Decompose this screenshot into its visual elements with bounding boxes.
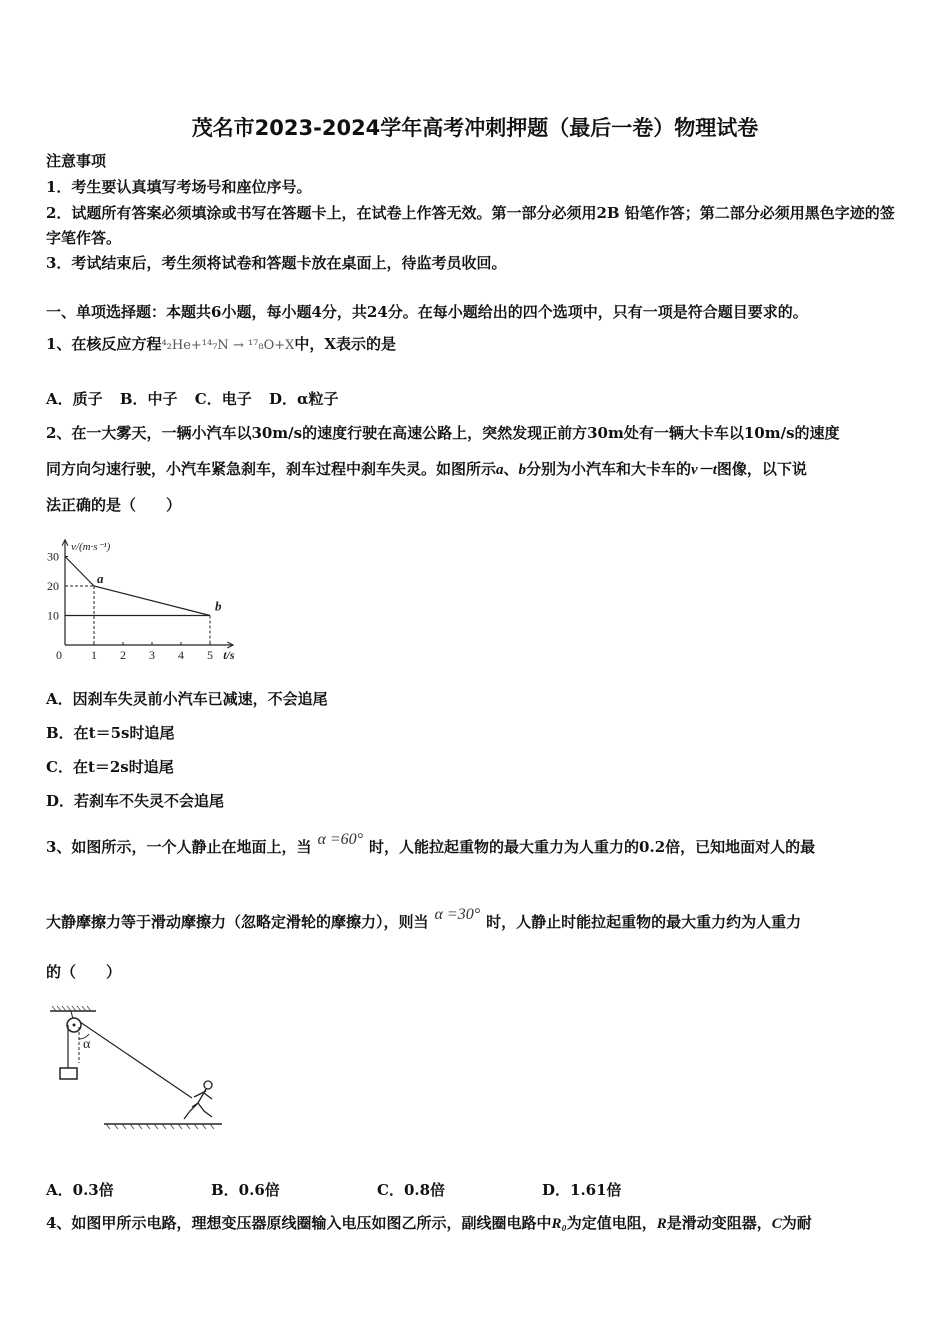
y-tick-label: 30	[47, 549, 59, 564]
q2-var-b: b	[518, 462, 527, 478]
x-tick-label: 3	[149, 648, 155, 662]
q2-stem-part-a: 同方向匀速行驶，小汽车紧急刹车，刹车过程中刹车失灵。如图所示	[46, 460, 497, 478]
notice-heading: 注意事项	[46, 152, 107, 170]
x-tick-label: 2	[120, 648, 126, 662]
q2-option-a[interactable]: A．因刹车失灵前小汽车已减速，不会追尾	[46, 690, 328, 708]
q4-stem-a: 4、如图甲所示电路，理想变压器原线圈输入电压如图乙所示，副线圈电路中	[46, 1214, 552, 1232]
q3-option-d[interactable]: D．1.61倍	[542, 1181, 622, 1199]
q1-option-d[interactable]: D．α粒子	[268, 390, 339, 408]
q3-option-b[interactable]: B．0.6倍	[211, 1181, 280, 1199]
alpha-label: α	[83, 1037, 91, 1052]
x-axis-label: t/s	[223, 648, 235, 662]
q2-var-vt: v－t	[691, 462, 717, 478]
y-axis-label: v/(m·s⁻¹)	[71, 540, 111, 553]
q4-stem-line-1	[46, 1212, 812, 1235]
q4-c: C	[771, 1216, 782, 1232]
q2-stem-part-b: 分别为小汽车和大卡车的	[526, 460, 692, 478]
weight-block	[60, 1068, 77, 1079]
question-1-stem	[46, 333, 396, 357]
q4-r0: R₀	[551, 1216, 567, 1232]
q1-option-c[interactable]: C．电子	[194, 390, 252, 408]
q2-stem-line-1: 2、在一大雾天，一辆小汽车以30m/s的速度行驶在高速公路上，突然发现正前方30m处有一辆大卡车以10m/s的速度	[46, 424, 840, 442]
q4-stem-c: 是滑动变阻器，	[666, 1214, 772, 1232]
pull-rope	[80, 1022, 192, 1098]
q2-separator: 、	[503, 460, 519, 478]
q3-stem-line-3: 的（ ）	[46, 963, 122, 981]
q2-stem-part-c: 图像，以下说	[716, 460, 807, 478]
q3-option-a[interactable]: A．0.3倍	[46, 1181, 114, 1199]
x-tick-label: 1	[91, 648, 97, 662]
q1-option-b[interactable]: B．中子	[119, 390, 178, 408]
q1-option-a[interactable]: A．质子	[46, 390, 103, 408]
alpha-60: α =60°	[317, 831, 364, 848]
x-tick-label: 5	[207, 648, 213, 662]
notice-item-1: 1．考生要认真填写考场号和座位序号。	[46, 178, 312, 196]
y-tick-label: 10	[47, 608, 59, 623]
alpha-30: α =30°	[434, 906, 481, 923]
q3-stem-line-1	[46, 831, 816, 859]
q2-option-c[interactable]: C．在t＝2s时追尾	[46, 758, 174, 776]
x-tick-label: 4	[178, 648, 184, 662]
q2-stem-line-2	[46, 458, 807, 481]
q4-stem-b: 为定值电阻，	[566, 1214, 657, 1232]
ceiling-support	[50, 1006, 96, 1019]
series-b-label: b	[215, 598, 222, 614]
pulley-figure	[44, 1003, 229, 1133]
q3-option-c[interactable]: C．0.8倍	[377, 1181, 446, 1199]
q1-stem-end: 中，X表示的是	[294, 335, 397, 353]
q2-option-d[interactable]: D．若刹车不失灵不会追尾	[46, 792, 225, 810]
notice-item-3: 3．考试结束后，考生须将试卷和答题卡放在桌面上，待监考员收回。	[46, 254, 507, 272]
nuclear-equation: ⁴₂He+¹⁴₇N → ¹⁷₈O+X	[161, 338, 295, 353]
q3-stem-line-2	[46, 906, 802, 934]
question-1-options	[46, 388, 339, 410]
q3-stem-a: 3、如图所示，一个人静止在地面上，当	[46, 838, 312, 856]
q1-stem-start: 1、在核反应方程	[46, 335, 162, 353]
series-a-label: a	[97, 571, 104, 586]
person-figure	[184, 1081, 212, 1119]
vt-chart	[40, 525, 255, 670]
q3-stem-d: 时，人静止时能拉起重物的最大重力约为人重力	[486, 913, 802, 931]
ground	[104, 1124, 222, 1129]
notice-item-2: 2．试题所有答案必须填涂或书写在答题卡上，在试卷上作答无效。第一部分必须用2B 铅笔作答；第二部分必须用黑色字迹的签字笔作答。	[46, 204, 895, 247]
q3-stem-c: 大静摩擦力等于滑动摩擦力（忽略定滑轮的摩擦力），则当	[46, 913, 429, 931]
x-tick-label: 0	[56, 648, 62, 662]
section-heading: 一、单项选择题：本题共6小题，每小题4分，共24分。在每小题给出的四个选项中，只有一项是符合题目要求的。	[46, 303, 808, 321]
q4-r: R	[656, 1216, 667, 1232]
q4-stem-d: 为耐	[781, 1214, 812, 1232]
q2-var-a: a	[496, 462, 504, 478]
q2-option-b[interactable]: B．在t＝5s时追尾	[46, 724, 175, 742]
q3-stem-b: 时，人能拉起重物的最大重力为人重力的0.2倍，已知地面对人的最	[369, 838, 816, 856]
page-title: 茂名市2023-2024学年高考冲刺押题（最后一卷）物理试卷	[191, 116, 759, 140]
q2-stem-line-3: 法正确的是（ ）	[46, 496, 182, 514]
y-tick-label: 20	[47, 579, 59, 593]
